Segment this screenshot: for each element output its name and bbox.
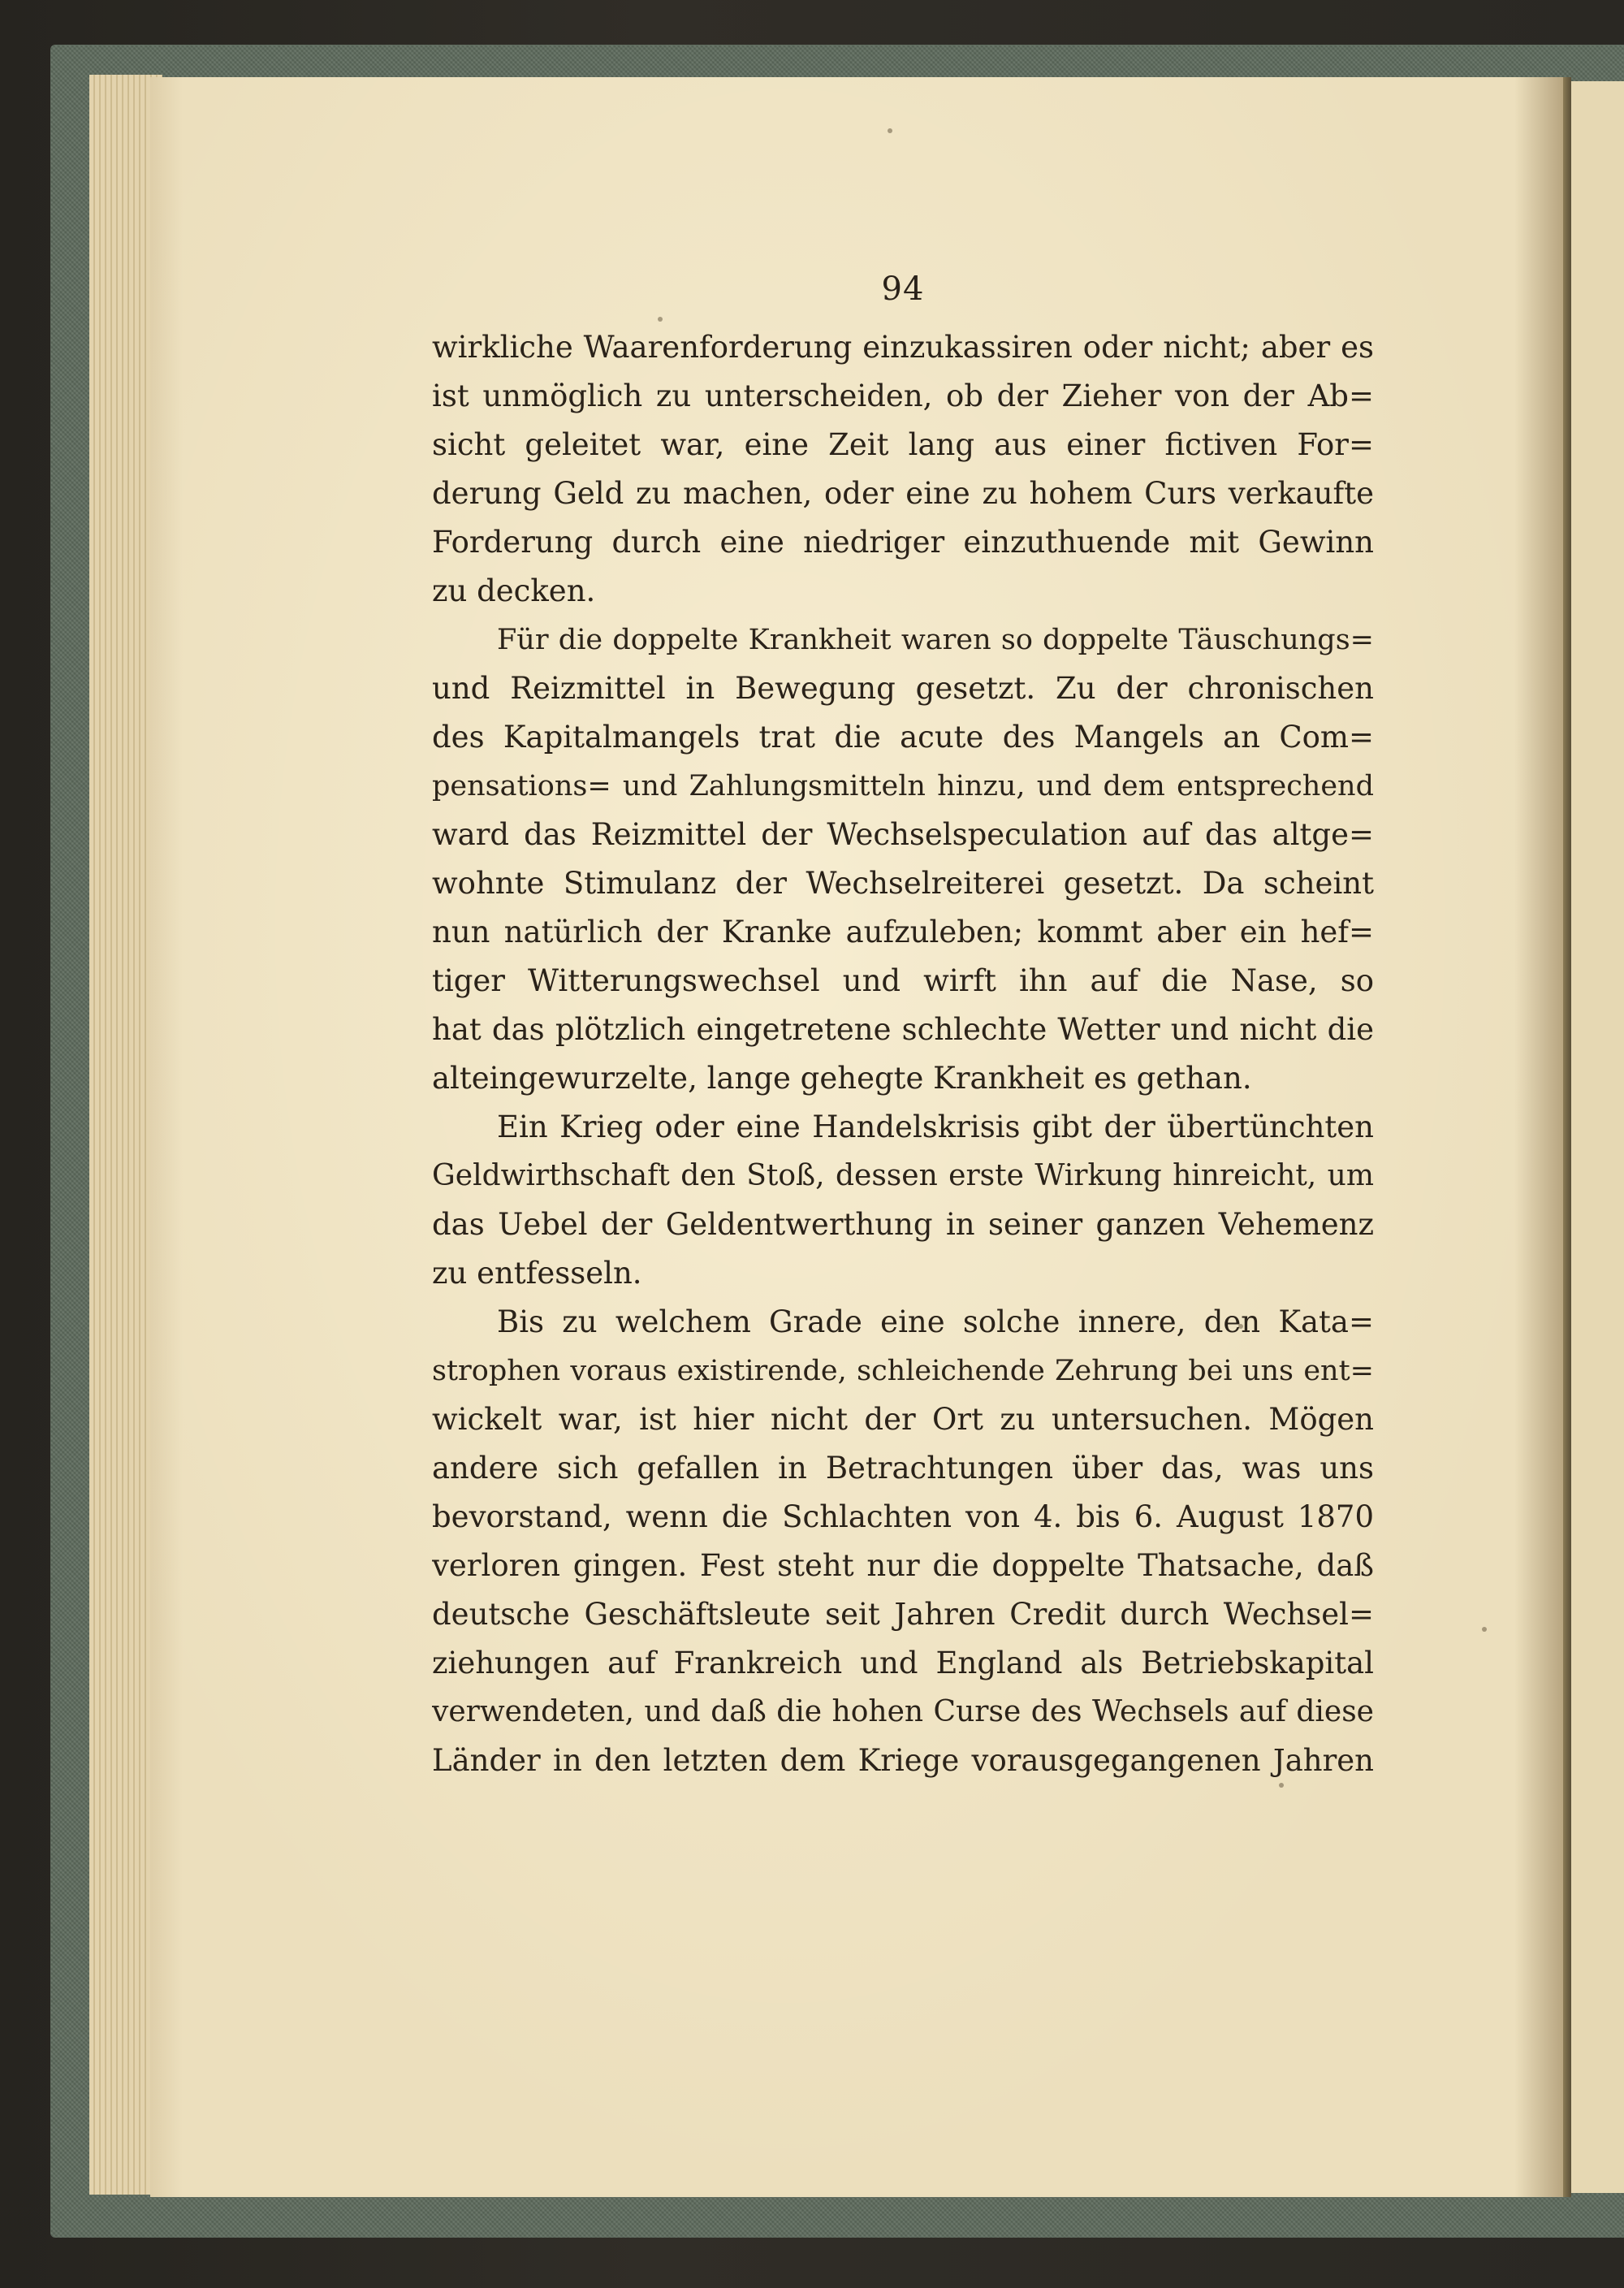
text-line: und Reizmittel in Bewegung gesetzt. Zu der chronischen	[432, 671, 1374, 706]
text-line: ward das Reizmittel der Wechselspeculation auf das altge=	[432, 817, 1374, 852]
text-line: des Kapitalmangels trat die acute des Mangels an Com=	[432, 720, 1374, 755]
text-line: alteingewurzelte, lange gehegte Krankheit es gethan.	[432, 1061, 1252, 1096]
paper-speck	[888, 128, 892, 133]
paper-speck	[1482, 1627, 1487, 1632]
text-line: tiger Witterungswechsel und wirft ihn auf die Nase, so	[432, 963, 1374, 998]
text-line: Länder in den letzten dem Kriege vorausgegangenen Jahren	[432, 1743, 1374, 1778]
text-line: Geldwirthschaft den Stoß, dessen erste Wirkung hinreicht, um	[432, 1159, 1374, 1192]
text-line: Bis zu welchem Grade eine solche innere, den Kata=	[497, 1304, 1374, 1339]
text-line: Für die doppelte Krankheit waren so doppelte Täuschungs=	[497, 624, 1374, 656]
text-line: das Uebel der Geldentwerthung in seiner ganzen Vehemenz	[432, 1207, 1374, 1242]
text-line: derung Geld zu machen, oder eine zu hohem Curs verkaufte	[432, 476, 1374, 511]
text-line: nun natürlich der Kranke aufzuleben; kommt aber ein hef=	[432, 915, 1374, 949]
page-number: 94	[881, 270, 925, 308]
text-line: deutsche Geschäftsleute seit Jahren Credit durch Wechsel=	[432, 1597, 1374, 1632]
text-line: hat das plötzlich eingetretene schlechte Wetter und nicht die	[432, 1012, 1374, 1047]
text-line: verloren gingen. Fest steht nur die doppelte Thatsache, daß	[432, 1548, 1374, 1583]
text-line: Ein Krieg oder eine Handelskrisis gibt der übertünchten	[497, 1109, 1374, 1144]
text-line: ziehungen auf Frankreich und England als Betriebskapital	[432, 1646, 1374, 1680]
text-line: andere sich gefallen in Betrachtungen über das, was uns	[432, 1451, 1374, 1486]
text-line: sicht geleitet war, eine Zeit lang aus einer fictiven For=	[432, 427, 1374, 462]
book-gutter	[1563, 77, 1571, 2197]
text-line: wirkliche Waarenforderung einzukassiren oder nicht; aber es	[432, 330, 1374, 365]
text-line: strophen voraus existirende, schleichende Zehrung bei uns ent=	[432, 1355, 1374, 1387]
text-line: zu entfesseln.	[432, 1256, 642, 1291]
text-line: zu decken.	[432, 573, 596, 608]
text-line: ist unmöglich zu unterscheiden, ob der Zieher von der Ab=	[432, 378, 1374, 413]
text-line: wickelt war, ist hier nicht der Ort zu untersuchen. Mögen	[432, 1402, 1374, 1437]
text-line: pensations= und Zahlungsmitteln hinzu, und dem entsprechend	[432, 770, 1374, 802]
facing-page-edge	[1571, 81, 1624, 2193]
text-line: bevorstand, wenn die Schlachten von 4. bis 6. August 1870	[432, 1499, 1374, 1534]
text-line: Forderung durch eine niedriger einzuthuende mit Gewinn	[432, 525, 1374, 560]
text-line: wohnte Stimulanz der Wechselreiterei gesetzt. Da scheint	[432, 866, 1374, 901]
text-line: verwendeten, und daß die hohen Curse des Wechsels auf diese	[432, 1695, 1374, 1728]
page-text	[432, 270, 1374, 1785]
